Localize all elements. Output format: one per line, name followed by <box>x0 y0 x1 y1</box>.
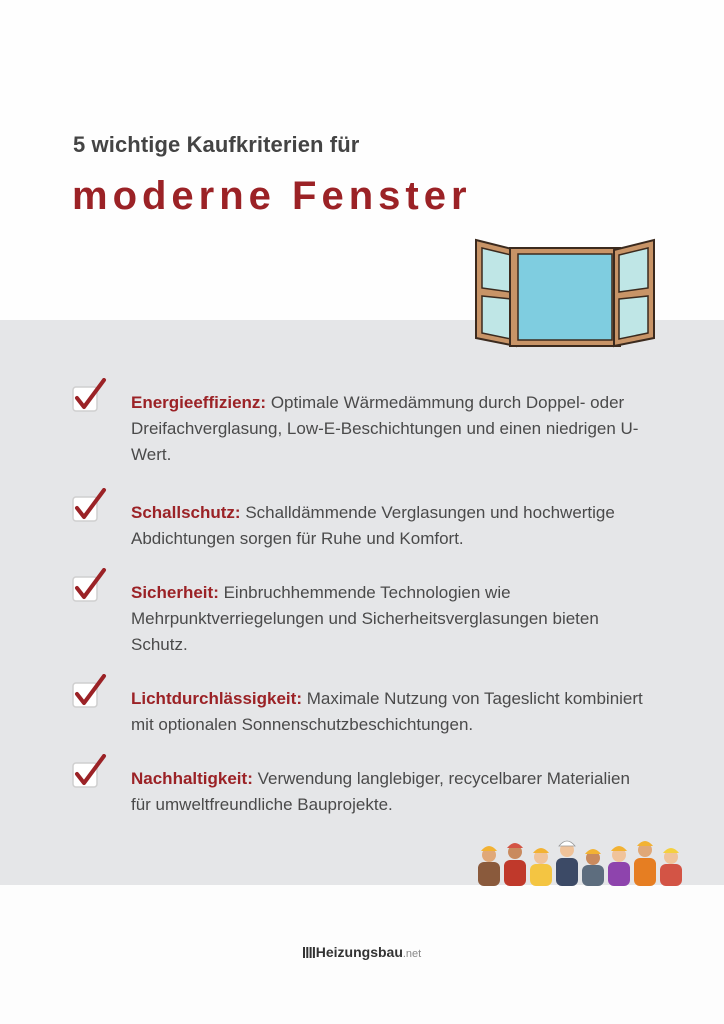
worker-figure <box>530 848 552 886</box>
criterion-description: Verwendung langlebiger, recycelbarer Materialien für umweltfreundliche Bauprojekte. <box>131 769 630 814</box>
worker-figure <box>608 846 630 886</box>
checkmark-icon <box>72 674 108 710</box>
footer-logo <box>0 944 724 960</box>
worker-figure <box>634 841 656 886</box>
checkmark-icon <box>72 568 108 604</box>
page-subtitle: 5 wichtige Kaufkriterien für <box>73 132 360 157</box>
criterion-description: Einbruchhemmende Technologien wie Mehrpunktverriegelungen und Sicherheitsverglasungen bieten Schutz. <box>131 583 599 654</box>
criterion-term: Nachhaltigkeit: <box>131 769 253 788</box>
criterion-description: Optimale Wärmedämmung durch Doppel- oder Dreifachverglasung, Low-E-Beschichtungen und einen niedrigen U-Wert. <box>131 393 639 464</box>
checkmark-icon <box>72 488 108 524</box>
criterion-text <box>131 500 651 552</box>
criterion-term: Energieeffizienz: <box>131 393 267 412</box>
worker-figure <box>582 849 604 886</box>
footer-tld: .net <box>402 948 422 960</box>
checkmark-icon <box>72 378 108 414</box>
criterion-text <box>131 580 651 658</box>
checkmark-icon <box>72 754 108 790</box>
criterion-description: Schalldämmende Verglasungen und hochwertige Abdichtungen sorgen für Ruhe und Komfort. <box>131 503 615 548</box>
page-title: moderne Fenster <box>72 174 472 218</box>
criterion-term: Sicherheit: <box>131 583 219 602</box>
radiator-icon <box>303 946 315 959</box>
criterion-description: Maximale Nutzung von Tageslicht kombiniert mit optionalen Sonnenschutzbeschichtungen. <box>131 689 643 734</box>
worker-figure <box>504 843 526 886</box>
criterion-text <box>131 766 651 818</box>
worker-figure <box>556 841 578 886</box>
criterion-text <box>131 686 651 738</box>
worker-figure <box>478 846 500 886</box>
criterion-term: Schallschutz: <box>131 503 241 522</box>
open-window-icon <box>470 236 660 354</box>
worker-figure <box>660 848 682 886</box>
footer-brand: Heizungsbau <box>315 944 403 960</box>
construction-workers-illustration <box>474 838 692 886</box>
criterion-text <box>131 390 651 468</box>
criterion-term: Lichtdurchlässigkeit: <box>131 689 302 708</box>
